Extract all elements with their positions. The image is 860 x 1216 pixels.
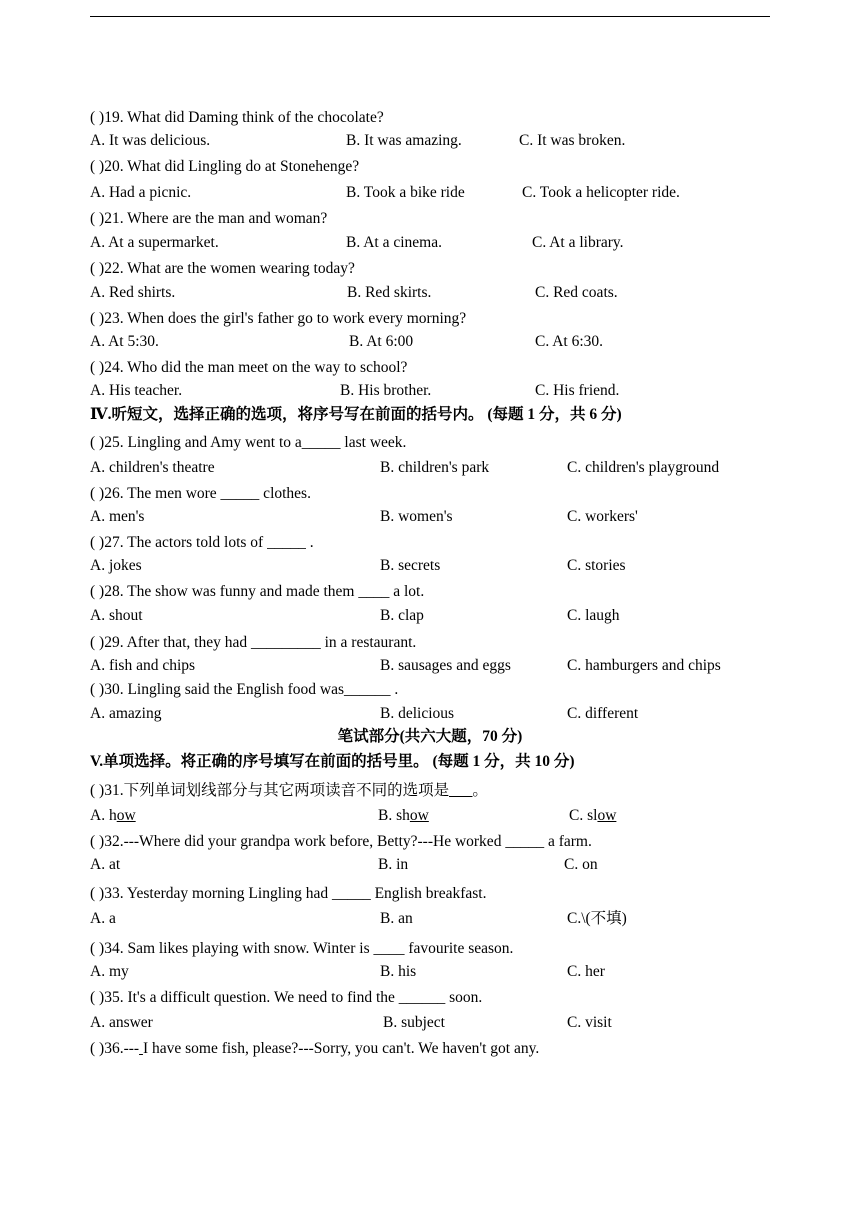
q28-option-b: B. clap [380, 607, 424, 624]
q19-stem: ( )19. What did Daming think of the chocolate? [90, 109, 384, 126]
q27-option-b: B. secrets [380, 557, 441, 574]
q22-stem: ( )22. What are the women wearing today? [90, 260, 355, 277]
q21-option-a: A. At a supermarket. [90, 234, 219, 251]
q20-option-a: A. Had a picnic. [90, 184, 192, 201]
q19-option-b: B. It was amazing. [346, 132, 462, 149]
q35-option-c: C. visit [567, 1014, 612, 1031]
q31-blank: ___ [449, 782, 473, 799]
q30-option-b: B. delicious [380, 705, 455, 722]
q31-option-b-text: B. sh [378, 807, 410, 824]
q33-option-c: C.\(不填) [567, 910, 627, 927]
q24-option-a: A. His teacher. [90, 382, 183, 399]
q35-option-a: A. answer [90, 1014, 153, 1031]
q25-stem: ( )25. Lingling and Amy went to a_____ last week. [90, 434, 407, 451]
q34-option-c: C. her [567, 963, 605, 980]
section-5-heading: V.单项选择。将正确的序号填写在前面的括号里。 (每题 1 分，共 10 分) [90, 753, 575, 770]
q27-option-c: C. stories [567, 557, 626, 574]
top-rule [90, 16, 770, 17]
q24-option-b: B. His brother. [340, 382, 432, 399]
q32-option-b: B. in [378, 856, 409, 873]
q36-stem-text: ( )36.--- [90, 1040, 140, 1057]
q21-option-c: C. At a library. [532, 234, 624, 251]
q19-option-c: C. It was broken. [519, 132, 626, 149]
q35-option-b: B. subject [383, 1014, 445, 1031]
q25-option-a: A. children's theatre [90, 459, 215, 476]
q23-option-a: A. At 5:30. [90, 333, 159, 350]
q21-stem: ( )21. Where are the man and woman? [90, 210, 328, 227]
q29-stem: ( )29. After that, they had _________ in a restaurant. [90, 634, 417, 651]
q31-stem-end: 。 [472, 782, 488, 799]
q30-option-a: A. amazing [90, 705, 162, 722]
q28-stem: ( )28. The show was funny and made them ____ a lot. [90, 583, 425, 600]
q31-option-c [569, 807, 616, 825]
q24-option-c: C. His friend. [535, 382, 620, 399]
q21-option-b: B. At a cinema. [346, 234, 442, 251]
q28-option-c: C. laugh [567, 607, 620, 624]
q20-option-b: B. Took a bike ride [346, 184, 465, 201]
q23-option-b: B. At 6:00 [349, 333, 414, 350]
q22-option-b: B. Red skirts. [347, 284, 432, 301]
q32-stem: ( )32.---Where did your grandpa work before, Betty?---He worked _____ a farm. [90, 833, 592, 850]
q23-stem: ( )23. When does the girl's father go to work every morning? [90, 310, 467, 327]
q33-option-b: B. an [380, 910, 413, 927]
q31-stem-text: ( )31.下列单词划线部分与其它两项读音不同的选项是 [90, 782, 450, 799]
q29-option-b: B. sausages and eggs [380, 657, 511, 674]
q29-option-a: A. fish and chips [90, 657, 196, 674]
q26-stem: ( )26. The men wore _____ clothes. [90, 485, 311, 502]
q31-option-b [378, 807, 429, 825]
q20-stem: ( )20. What did Lingling do at Stonehenge? [90, 158, 360, 175]
q26-option-a: A. men's [90, 508, 145, 525]
q27-stem: ( )27. The actors told lots of _____ . [90, 534, 314, 551]
q31-option-a-text: A. h [90, 807, 117, 824]
q28-option-a: A. shout [90, 607, 143, 624]
q30-stem: ( )30. Lingling said the English food was______ . [90, 681, 399, 698]
q22-option-c: C. Red coats. [535, 284, 618, 301]
q19-option-a: A. It was delicious. [90, 132, 211, 149]
q26-option-b: B. women's [380, 508, 453, 525]
q33-stem: ( )33. Yesterday morning Lingling had _____ English breakfast. [90, 885, 487, 902]
q29-option-c: C. hamburgers and chips [567, 657, 721, 674]
q26-option-c: C. workers' [567, 508, 638, 525]
section-4-heading: Ⅳ.听短文，选择正确的选项，将序号写在前面的括号内。 (每题 1 分，共 6 分) [90, 406, 622, 423]
q24-stem: ( )24. Who did the man meet on the way to school? [90, 359, 408, 376]
written-part-heading: 笔试部分(共六大题，70 分) [337, 728, 523, 745]
q35-stem: ( )35. It's a difficult question. We need to find the ______ soon. [90, 989, 483, 1006]
q27-option-a: A. jokes [90, 557, 142, 574]
q34-option-a: A. my [90, 963, 129, 980]
q36-stem-end: I have some fish, please?---Sorry, you can't. We haven't got any. [142, 1040, 540, 1057]
q32-option-a: A. at [90, 856, 121, 873]
q20-option-c: C. Took a helicopter ride. [522, 184, 680, 201]
q25-option-c: C. children's playground [567, 459, 720, 476]
q31-stem [90, 782, 488, 800]
q22-option-a: A. Red shirts. [90, 284, 176, 301]
q34-stem: ( )34. Sam likes playing with snow. Winter is ____ favourite season. [90, 940, 514, 957]
q31-option-c-underlined: ow [597, 807, 617, 824]
q32-option-c: C. on [564, 856, 598, 873]
q36-stem [90, 1040, 539, 1058]
q23-option-c: C. At 6:30. [535, 333, 604, 350]
q31-option-b-underlined: ow [409, 807, 429, 824]
q34-option-b: B. his [380, 963, 417, 980]
q31-option-c-text: C. sl [569, 807, 598, 824]
q30-option-c: C. different [567, 705, 639, 722]
q33-option-a: A. a [90, 910, 116, 927]
q25-option-b: B. children's park [380, 459, 490, 476]
q31-option-a [90, 807, 136, 825]
q31-option-a-underlined: ow [116, 807, 136, 824]
